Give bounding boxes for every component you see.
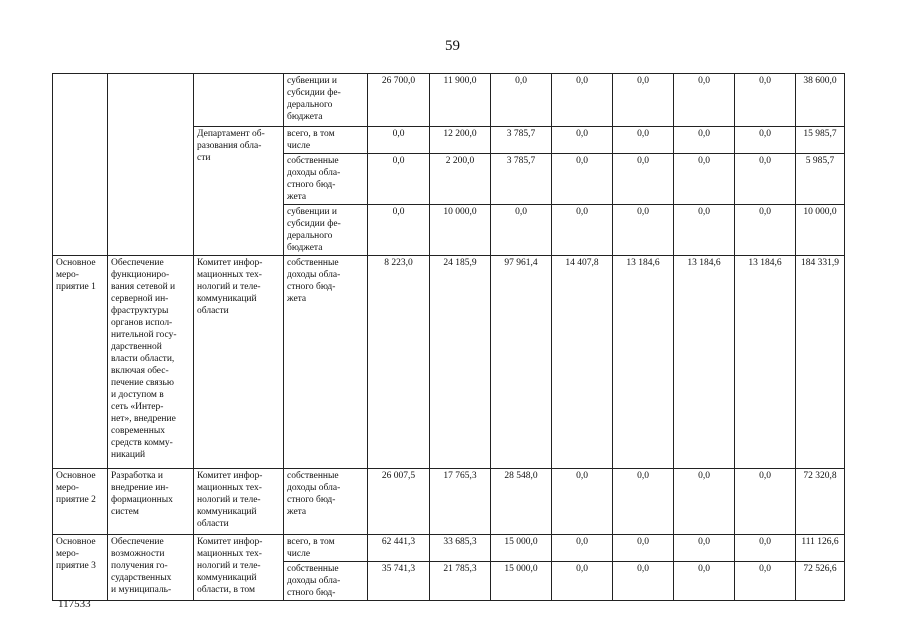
value-cell: 8 223,0 [368,256,430,469]
value-cell: 0,0 [613,74,674,127]
value-cell: 0,0 [613,127,674,154]
source-cell: субвенции и субсидии фе- дерального бюджета [284,74,368,127]
value-cell: 15 000,0 [491,562,552,601]
value-cell: 33 685,3 [430,535,491,562]
value-cell: 26 007,5 [368,469,430,535]
executor-cell: Комитет инфор- мационных тех- нологий и теле- коммуникаций области [194,256,284,469]
value-cell: 0,0 [674,74,735,127]
value-cell: 0,0 [735,127,796,154]
total-cell: 111 126,6 [796,535,845,562]
value-cell: 0,0 [674,562,735,601]
value-cell: 0,0 [674,127,735,154]
value-cell: 0,0 [368,205,430,256]
measure-cell: Основное меро- приятие 3 [53,535,108,601]
value-cell: 11 900,0 [430,74,491,127]
source-cell: всего, в том числе [284,127,368,154]
document-code: 117533 [58,598,91,610]
source-cell: собственные доходы обла- стного бюд- жета [284,256,368,469]
description-cell: Обеспечение функциониро- вания сетевой и серверной ин- фраструктуры органов испол- нительной госу- дарственной власти области, включая обес- печение связью и доступом в сеть «Интер- нет», внедрение современных средств комму- никаций [108,256,194,469]
description-cell [108,74,194,256]
measure-cell: Основное меро- приятие 2 [53,469,108,535]
value-cell: 0,0 [552,74,613,127]
value-cell: 0,0 [613,205,674,256]
value-cell: 14 407,8 [552,256,613,469]
total-cell: 72 526,6 [796,562,845,601]
value-cell: 0,0 [491,74,552,127]
source-cell: всего, в том числе [284,535,368,562]
value-cell: 13 184,6 [613,256,674,469]
value-cell: 0,0 [735,74,796,127]
total-cell: 5 985,7 [796,154,845,205]
value-cell: 0,0 [552,469,613,535]
measure-cell [53,74,108,256]
value-cell: 3 785,7 [491,154,552,205]
value-cell: 62 441,3 [368,535,430,562]
value-cell: 12 200,0 [430,127,491,154]
description-cell: Обеспечение возможности получения го- сударственных и муниципаль- [108,535,194,601]
table-row [53,256,845,469]
source-cell: собственные доходы обла- стного бюд- жета [284,154,368,205]
value-cell: 0,0 [735,469,796,535]
value-cell: 28 548,0 [491,469,552,535]
value-cell: 10 000,0 [430,205,491,256]
executor-cell: Департамент об- разования обла- сти [194,127,284,256]
measure-cell: Основное меро- приятие 1 [53,256,108,469]
value-cell: 26 700,0 [368,74,430,127]
value-cell: 35 741,3 [368,562,430,601]
table-row [53,74,845,127]
source-cell: собственные доходы обла- стного бюд- [284,562,368,601]
description-cell: Разработка и внедрение ин- формационных систем [108,469,194,535]
table-row [53,535,845,562]
value-cell: 17 765,3 [430,469,491,535]
total-cell: 38 600,0 [796,74,845,127]
value-cell: 0,0 [552,205,613,256]
total-cell: 184 331,9 [796,256,845,469]
value-cell: 0,0 [674,154,735,205]
value-cell: 0,0 [368,127,430,154]
value-cell: 0,0 [368,154,430,205]
value-cell: 0,0 [613,469,674,535]
value-cell: 15 000,0 [491,535,552,562]
value-cell: 13 184,6 [674,256,735,469]
total-cell: 10 000,0 [796,205,845,256]
value-cell: 0,0 [613,154,674,205]
executor-cell: Комитет инфор- мационных тех- нологий и теле- коммуникаций области, в том [194,535,284,601]
value-cell: 0,0 [735,562,796,601]
value-cell: 97 961,4 [491,256,552,469]
value-cell: 0,0 [613,562,674,601]
value-cell: 0,0 [674,205,735,256]
total-cell: 15 985,7 [796,127,845,154]
value-cell: 0,0 [735,205,796,256]
value-cell: 0,0 [552,562,613,601]
value-cell: 0,0 [674,535,735,562]
value-cell: 0,0 [552,127,613,154]
source-cell: субвенции и субсидии фе- дерального бюджета [284,205,368,256]
table-row [53,469,845,535]
value-cell: 21 785,3 [430,562,491,601]
total-cell: 72 320,8 [796,469,845,535]
source-cell: собственные доходы обла- стного бюд- жета [284,469,368,535]
value-cell: 0,0 [491,205,552,256]
value-cell: 3 785,7 [491,127,552,154]
executor-cell [194,74,284,127]
page-number: 59 [445,38,460,54]
value-cell: 0,0 [613,535,674,562]
value-cell: 0,0 [552,154,613,205]
value-cell: 0,0 [552,535,613,562]
executor-cell: Комитет инфор- мационных тех- нологий и теле- коммуникаций области [194,469,284,535]
value-cell: 13 184,6 [735,256,796,469]
value-cell: 24 185,9 [430,256,491,469]
value-cell: 0,0 [735,154,796,205]
value-cell: 0,0 [735,535,796,562]
value-cell: 2 200,0 [430,154,491,205]
budget-table [52,73,845,601]
value-cell: 0,0 [674,469,735,535]
